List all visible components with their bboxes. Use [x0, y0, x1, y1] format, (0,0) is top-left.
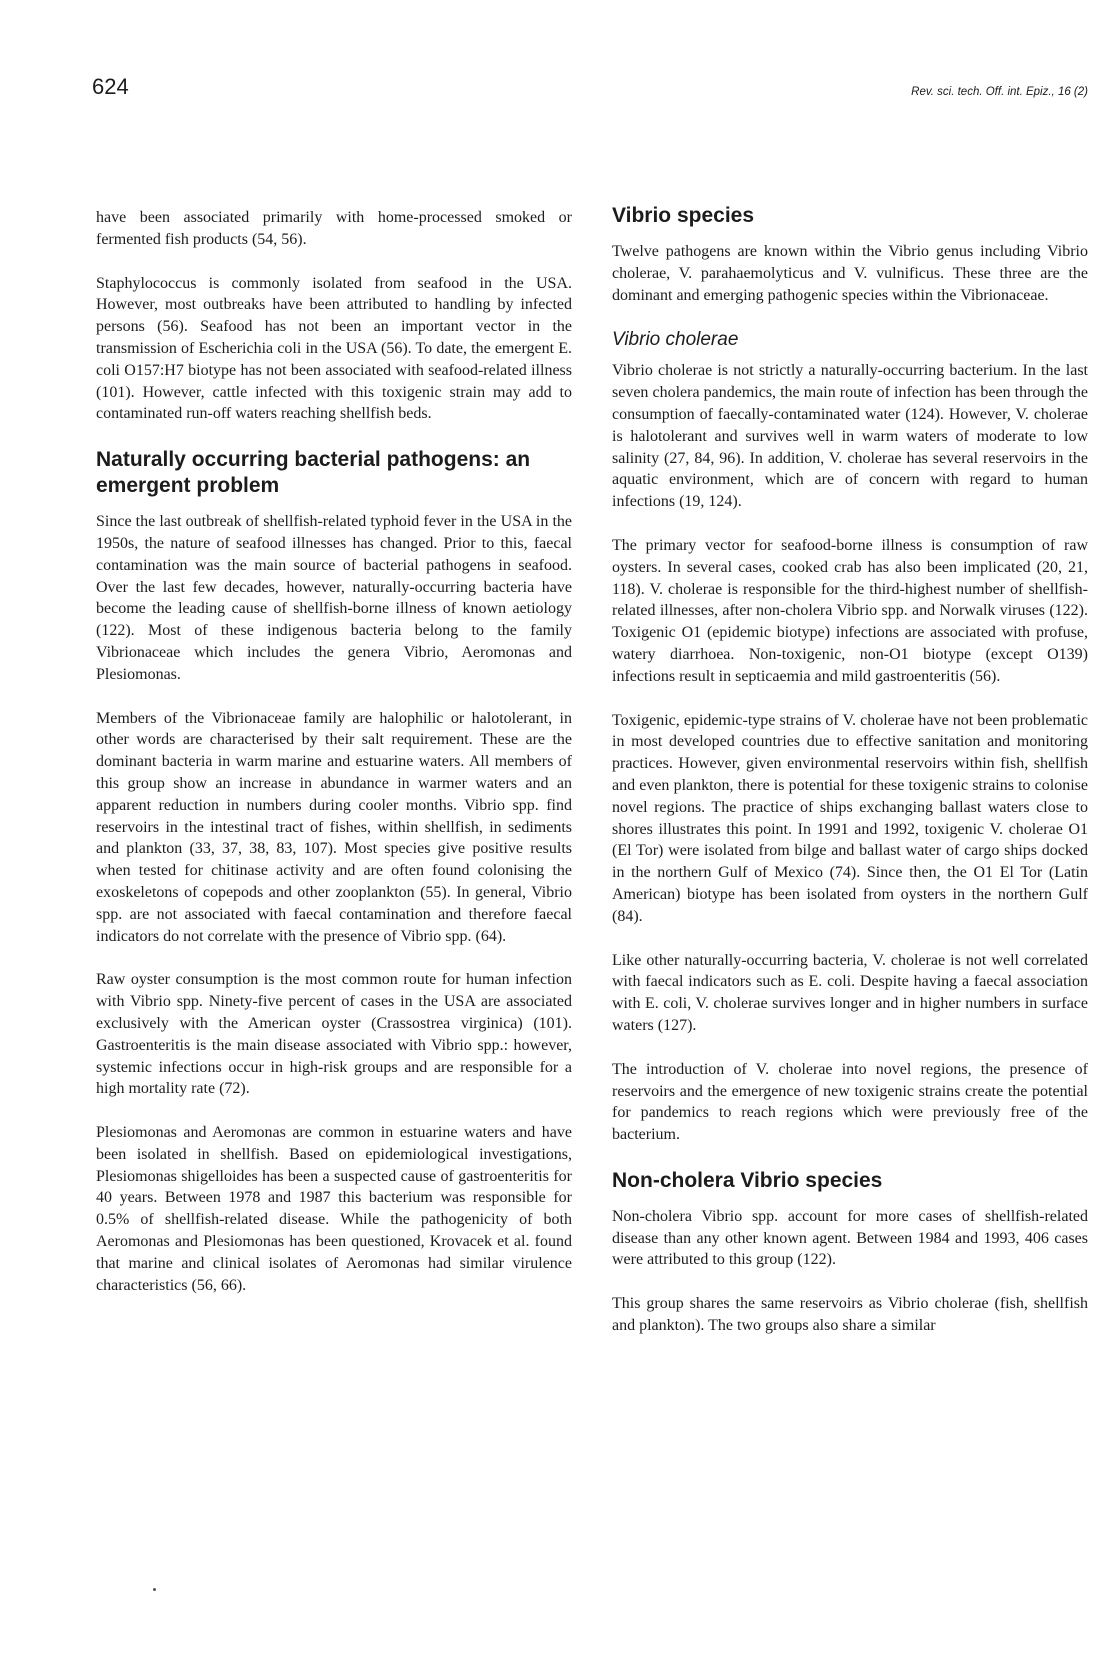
left-column	[96, 207, 572, 1318]
paragraph: Members of the Vibrionaceae family are halophilic or halotolerant, in other words are characterised by their salt requirement. These are the dominant bacteria in warm marine and estuarine waters. All members of this group show an increase in abundance in warmer waters and an apparent reduction in numbers during cooler months. Vibrio spp. find reservoirs in the intestinal tract of fishes, within shellfish, in sediments and plankton (33, 37, 38, 83, 107). Most species give positive results when tested for chitinase activity and are often found colonising the exoskeletons of copepods and other zooplankton (55). In general, Vibrio spp. are not associated with faecal contamination and therefore faecal indicators do not correlate with the presence of Vibrio spp. (64).	[96, 709, 572, 945]
paragraph: Staphylococcus is commonly isolated from seafood in the USA. However, most outbreaks have been attributed to handling by infected persons (56). Seafood has not been an important vector in the transmission of Escherichia coli in the USA (56). To date, the emergent E. coli O157:H7 biotype has not been associated with seafood-related illness (101). However, cattle infected with this toxigenic strain may add to contaminated run-off waters reaching shellfish beds.	[96, 274, 572, 423]
paragraph: Vibrio cholerae is not strictly a naturally-occurring bacterium. In the last seven cholera pandemics, the main route of infection has been through the consumption of faecally-contaminated water (124). However, V. cholerae is halotolerant and survives well in warm waters of moderate to low salinity (27, 84, 96). In addition, V. cholerae has several reservoirs in the aquatic environment, which are of concern with regard to human infections (19, 124).	[612, 362, 1088, 511]
scan-speck	[153, 1588, 156, 1591]
page-number: 624	[92, 74, 129, 99]
paragraph: Raw oyster consumption is the most common route for human infection with Vibrio spp. Ninety-five percent of cases in the USA are associated exclusively with the American oyster (Crassostrea virginica) (101). Gastroenteritis is the main disease associated with Vibrio spp.: however, systemic infections occur in high-risk groups and are responsible for a high mortality rate (72).	[96, 971, 572, 1098]
paragraph: The introduction of V. cholerae into novel regions, the presence of reservoirs and the emergence of new toxigenic strains create the potential for pandemics to reach regions which were previously free of the bacterium.	[612, 1060, 1088, 1144]
section-heading: Non-cholera Vibrio species	[612, 1168, 883, 1192]
paragraph: Non-cholera Vibrio spp. account for more cases of shellfish-related disease than any other known agent. Between 1984 and 1993, 406 cases were attributed to this group (122).	[612, 1207, 1088, 1269]
section-heading: Naturally occurring bacterial pathogens: an emergent problem	[96, 448, 531, 498]
right-column	[612, 204, 1088, 1359]
paragraph: Twelve pathogens are known within the Vibrio genus including Vibrio cholerae, V. parahaemolyticus and V. vulnificus. These three are the dominant and emerging pathogenic species within the Vibrionaceae.	[612, 243, 1088, 304]
paragraph: have been associated primarily with home-processed smoked or fermented fish products (54, 56).	[96, 209, 572, 248]
paragraph: This group shares the same reservoirs as Vibrio cholerae (fish, shellfish and plankton). The two groups also share a similar	[612, 1295, 1088, 1335]
running-head: Rev. sci. tech. Off. int. Epiz., 16 (2)	[911, 86, 1088, 98]
subsection-heading: Vibrio cholerae	[612, 329, 739, 351]
paragraph: Toxigenic, epidemic-type strains of V. cholerae have not been problematic in most developed countries due to effective sanitation and monitoring practices. However, given environmental reservoirs within fish, shellfish and even plankton, there is potential for these toxigenic strains to colonise novel regions. The practice of ships exchanging ballast waters close to shores illustrates this point. In 1991 and 1992, toxigenic V. cholerae O1 (El Tor) were isolated from bilge and ballast water of cargo ships docked in the northern Gulf of Mexico (74). Since then, the O1 El Tor (Latin American) biotype has been isolated from oysters in the northern Gulf (84).	[612, 711, 1088, 925]
paragraph: Like other naturally-occurring bacteria, V. cholerae is not well correlated with faecal indicators such as E. coli. Despite having a faecal association with E. coli, V. cholerae survives longer and in higher numbers in surface waters (127).	[612, 951, 1088, 1034]
paragraph: Plesiomonas and Aeromonas are common in estuarine waters and have been isolated in shellfish. Based on epidemiological investigations, Plesiomonas shigelloides has been a suspected cause of gastroenteritis for 40 years. Between 1978 and 1987 this bacterium was responsible for 0.5% of shellfish-related disease. While the pathogenicity of both Aeromonas and Plesiomonas has been questioned, Krovacek et al. found that marine and clinical isolates of Aeromonas had similar virulence characteristics (56, 66).	[96, 1124, 572, 1294]
paragraph: The primary vector for seafood-borne illness is consumption of raw oysters. In several cases, cooked crab has also been implicated (20, 21, 118). V. cholerae is responsible for the third-highest number of shellfish-related illnesses, after non-cholera Vibrio spp. and Norwalk viruses (122). Toxigenic O1 (epidemic biotype) infections are associated with profuse, watery diarrhoea. Non-toxigenic, non-O1 biotype (except O139) infections result in septicaemia and mild gastroenteritis (56).	[612, 536, 1088, 685]
section-heading: Vibrio species	[612, 204, 755, 227]
paragraph: Since the last outbreak of shellfish-related typhoid fever in the USA in the 1950s, the nature of seafood illnesses has changed. Prior to this, faecal contamination was the main source of bacterial pathogens in seafood. Over the last few decades, however, naturally-occurring bacteria have become the leading cause of shellfish-borne illness of known aetiology (122). Most of these indigenous bacteria belong to the family Vibrionaceae which includes the genera Vibrio, Aeromonas and Plesiomonas.	[96, 513, 572, 683]
